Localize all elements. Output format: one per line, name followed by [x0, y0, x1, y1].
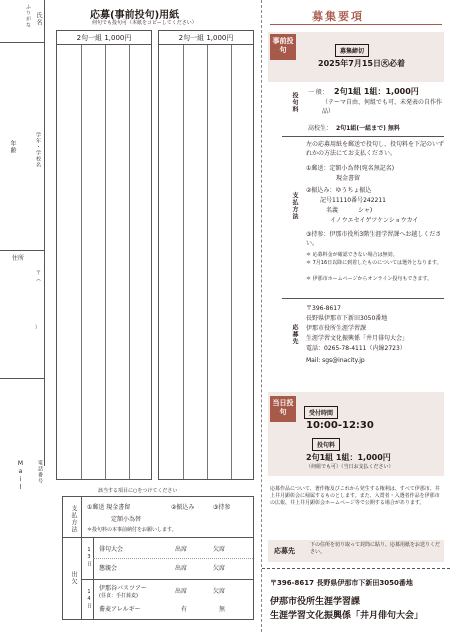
column-divider [81, 45, 82, 479]
label-age: 年齢 [9, 140, 16, 154]
label-postal: 〒（ [35, 270, 41, 282]
label-grade-school: 学年・学校名 [35, 132, 41, 168]
footer-org2: 生涯学習文化振興係「井月俳句大会」 [270, 611, 424, 621]
pay-bring: ③持参：伊那市役所3階生涯学習課へお越しください。 [306, 231, 442, 247]
pay-transfer-kana: イノウエセイゲツケンショウカイ [330, 217, 419, 224]
att-item: 蕎麦アレルギー [99, 606, 141, 613]
payment-label: 支払方法 [70, 505, 77, 533]
label-mail: Mail [17, 460, 24, 492]
pay-intro: 左の応募用紙を郵送で投句し、投句料を下記のいずれかの方法にてお支払ください。 [306, 141, 445, 157]
dest-org1: 伊那市役所生涯学習課 [306, 325, 367, 332]
att-absent[interactable]: 欠席 [213, 565, 226, 572]
student-label: 高校生： [308, 125, 333, 132]
footer-postal: 〒396-8617 長野県伊那市下新田3050番地 [270, 579, 413, 587]
divider [81, 497, 82, 620]
cut-line [262, 568, 450, 569]
haiku-sheet-2[interactable] [158, 30, 254, 480]
column-divider [231, 45, 232, 479]
dest-address: 長野県伊那市下新田3050番地 [306, 315, 388, 322]
dest-mail: Mail: sgs@inacity.jp [306, 357, 365, 364]
title-rule [270, 24, 442, 25]
divider [63, 537, 253, 538]
fold-line [261, 0, 262, 632]
divider [0, 250, 44, 251]
pay-option-mail[interactable]: ①郵送 現金書留 [87, 504, 131, 511]
att-present[interactable]: 出席 [175, 588, 188, 595]
att-absent[interactable]: 欠席 [213, 588, 226, 595]
note-1: ＊ 応募料金が確認できない場合は無効。 [306, 252, 398, 258]
pay-transfer: ②振込み：ゆうちょ振込 [306, 187, 372, 194]
label-name: 氏名 [35, 12, 42, 26]
dest-postal: 〒396-8617 [306, 305, 341, 312]
att-item: 俳句大会 [99, 546, 124, 553]
column-divider [207, 45, 208, 479]
divider [81, 579, 253, 580]
pay-option-money-order[interactable]: 定額小為替 [111, 516, 142, 523]
guidelines-title: 募集要項 [312, 10, 364, 23]
sheet-header: 2句一組 1,000円 [57, 31, 151, 45]
general-label: 一 般： [308, 89, 328, 96]
label-address: 住所 [12, 255, 25, 262]
form-title: 応募(事前投句)用紙 [90, 10, 180, 21]
dest-tel: 電話：0265-78-4111（内線2723） [306, 345, 406, 352]
fee-label: 投句料 [291, 92, 298, 113]
day13-label: 13日 [86, 547, 92, 567]
att-yes[interactable]: 有 [181, 606, 188, 613]
sameday-fee: 2句1組 1組：1,000円 [306, 453, 391, 462]
label-name-kana: ふりがな [25, 4, 31, 28]
sheet-header: 2句一組 1,000円 [159, 31, 253, 45]
advance-tag: 事前投句 [270, 34, 296, 60]
pay-transfer-name-label: 名義 [326, 207, 339, 214]
divider [93, 558, 253, 559]
note-2: ＊ 7月16日以降に到着したものについては選外となります。 [306, 260, 442, 266]
divider [282, 136, 444, 137]
pay-option-transfer[interactable]: ②振込み [171, 504, 195, 511]
att-no[interactable]: 無 [219, 606, 226, 613]
label-paren-close: ） [35, 325, 41, 331]
divider [0, 42, 44, 43]
label-phone: 電話番号 [37, 460, 43, 484]
column-divider [105, 45, 106, 479]
disclaimer: 応募作品について、著作権及びこれから発生する権利は、すべて伊那市、井上井月顕彰会に帰属するものとします。また、入賞者・入選者作品を伊那市の広報、井上井月顕彰会ホームページ等で公開する場合があります。 [270, 486, 440, 506]
divider [0, 378, 44, 379]
column-divider [183, 45, 184, 479]
att-item: 懇親会 [99, 565, 118, 572]
reception-time: 10:00-12:30 [306, 420, 374, 431]
footer-tag: 応募先 [274, 547, 295, 555]
sameday-tag: 当日投句 [270, 396, 296, 422]
circle-note: 該当する項目に○をつけてください [98, 488, 178, 494]
att-present[interactable]: 出席 [175, 565, 188, 572]
form-subtitle: 何句でも投句可（本紙をコピーしてください） [92, 20, 197, 26]
deadline: 2025年7月15日㊋必着 [318, 59, 405, 68]
pay-label: 支払方法 [291, 192, 298, 220]
general-fee: 2句1組 1組：1,000円 [334, 87, 419, 96]
pay-transfer-name: シャ) [358, 207, 373, 214]
pay-note: ＊投句料の本事前納付をお願いします。 [87, 527, 177, 533]
dest-label: 応募先 [291, 324, 298, 345]
divider [282, 298, 444, 299]
footer-org1: 伊那市役所生涯学習課 [270, 597, 361, 607]
sameday-fee-note: （何組でも可）（当日お支払ください） [306, 464, 394, 470]
pay-option-bring[interactable]: ③持参 [213, 504, 231, 511]
divider [44, 0, 45, 466]
att-item: 伊那谷バスツアー [99, 585, 147, 592]
day14-label: 14日 [86, 589, 92, 609]
student-fee: 2句1組(一組まで) 無料 [336, 125, 400, 132]
options-table [62, 496, 254, 620]
pay-transfer-num: 記号11110番号242211 [320, 197, 386, 204]
time-label: 受付時間 [304, 406, 338, 419]
note-3: ＊ 伊那市ホームページからオンライン投句もできます。 [306, 276, 432, 282]
sameday-fee-label: 投句料 [312, 438, 340, 451]
attendance-label: 出欠 [70, 571, 77, 585]
att-item-sub: (昼食：手打蕎麦) [99, 593, 138, 599]
att-absent[interactable]: 欠席 [213, 546, 226, 553]
general-note: （テーマ自由、何組でも可、未発表の自作作品） [322, 99, 443, 115]
column-divider [129, 45, 130, 479]
pay-mail-2: 現金書留 [336, 175, 361, 182]
deadline-label: 募集締切 [335, 44, 369, 57]
footer-note: 下の住所を切り取って封筒に貼り、応募用紙をお送りください。 [310, 542, 441, 555]
haiku-sheet-1[interactable] [56, 30, 152, 480]
dest-org2: 生涯学習文化振興係「井月俳句大会」 [306, 335, 409, 342]
pay-mail: ①郵送：定額小為替(宛名無記名) [306, 165, 395, 172]
att-present[interactable]: 出席 [175, 546, 188, 553]
